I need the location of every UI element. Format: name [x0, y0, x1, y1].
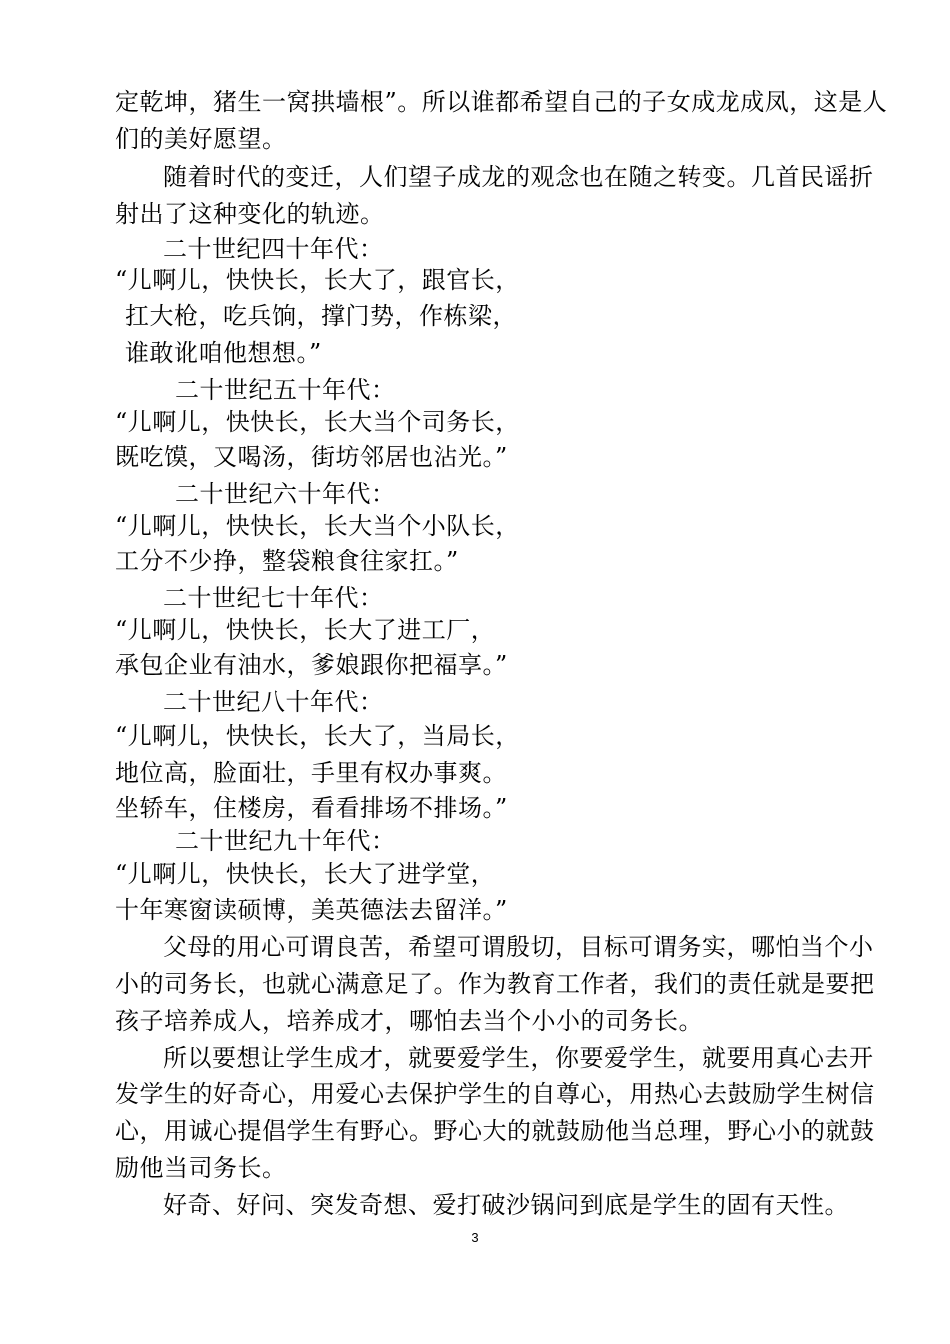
text-line: 二十世纪七十年代： — [163, 584, 384, 612]
text-line: 二十世纪四十年代： — [163, 235, 384, 263]
text-line: “儿啊儿，快快长，长大了，跟官长， — [115, 266, 520, 294]
text-line: 射出了这种变化的轨迹。 — [115, 200, 385, 228]
text-line: 好奇、好问、突发奇想、爱打破沙锅问到底是学生的固有天性。 — [163, 1191, 849, 1219]
text-line: 心，用诚心提倡学生有野心。野心大的就鼓励他当总理，野心小的就鼓 — [115, 1117, 875, 1145]
text-line: 所以要想让学生成才，就要爱学生，你要爱学生，就要用真心去开 — [163, 1044, 874, 1072]
text-line: 二十世纪六十年代： — [175, 480, 396, 508]
text-line: 孩子培养成人，培养成才，哪怕去当个小小的司务长。 — [115, 1007, 703, 1035]
text-line: 定乾坤，猪生一窝拱墙根”。所以谁都希望自己的子女成龙成凤，这是人 — [115, 88, 888, 116]
text-line: 承包企业有油水，爹娘跟你把福享。” — [115, 651, 508, 679]
text-line: “儿啊儿，快快长，长大当个小队长， — [115, 512, 520, 540]
text-line: “儿啊儿，快快长，长大了进工厂， — [115, 616, 496, 644]
text-line: 二十世纪五十年代： — [175, 376, 396, 404]
text-line: 地位高，脸面壮，手里有权办事爽。 — [115, 759, 507, 787]
text-line: 工分不少挣，整袋粮食往家扛。” — [115, 547, 459, 575]
text-line: “儿啊儿，快快长，长大了，当局长， — [115, 722, 520, 750]
text-line: 们的美好愿望。 — [115, 125, 287, 153]
text-line: 坐轿车，住楼房，看看排场不排场。” — [115, 794, 508, 822]
text-line: 父母的用心可谓良苦，希望可谓殷切，目标可谓务实，哪怕当个小 — [163, 933, 874, 961]
text-line: 谁敢讹咱他想想。” — [125, 339, 322, 367]
text-line: “儿啊儿，快快长，长大了进学堂， — [115, 860, 496, 888]
text-line: 励他当司务长。 — [115, 1154, 287, 1182]
text-line: 发学生的好奇心，用爱心去保护学生的自尊心，用热心去鼓励学生树信 — [115, 1080, 875, 1108]
text-line: “儿啊儿，快快长，长大当个司务长， — [115, 408, 520, 436]
text-line: 十年寒窗读硕博，美英德法去留洋。” — [115, 896, 508, 924]
text-line: 小的司务长，也就心满意足了。作为教育工作者，我们的责任就是要把 — [115, 970, 875, 998]
text-line: 二十世纪八十年代： — [163, 688, 384, 716]
text-line: 扛大枪，吃兵饷，撑门势，作栋梁， — [125, 302, 517, 330]
text-line: 既吃馍，又喝汤，街坊邻居也沾光。” — [115, 443, 508, 471]
text-line: 随着时代的变迁，人们望子成龙的观念也在随之转变。几首民谣折 — [163, 163, 874, 191]
text-line: 二十世纪九十年代： — [175, 827, 396, 855]
page-number: 3 — [471, 1230, 479, 1245]
